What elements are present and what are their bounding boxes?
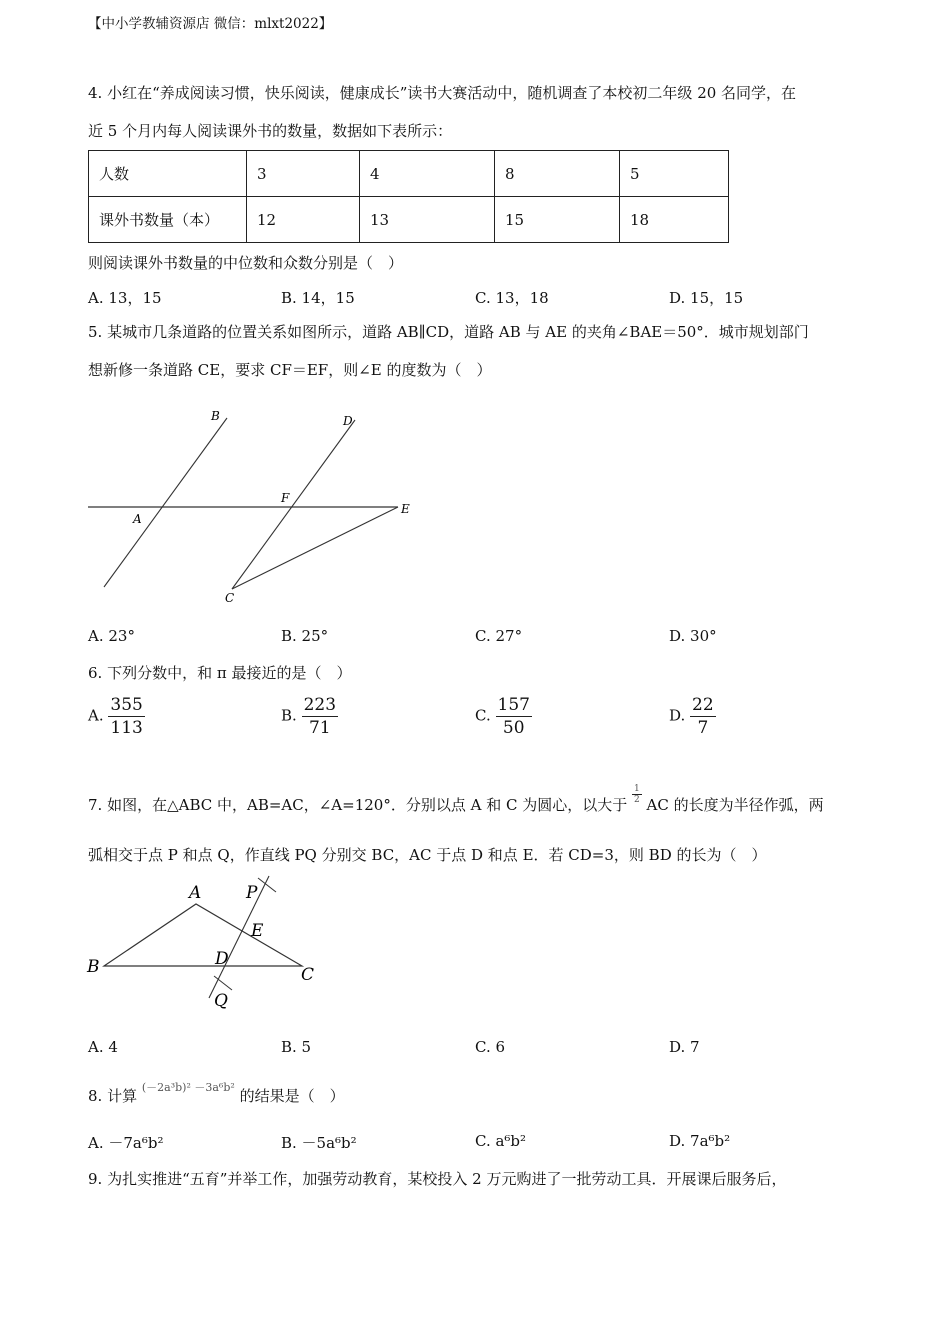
road-cd-line [232, 420, 355, 589]
q6-option-d[interactable] [669, 694, 716, 739]
q7-stem-line2: 弧相交于点 P 和点 Q，作直线 PQ 分别交 BC，AC 于点 D 和点 E．若 CD=3，则 BD 的长为（ ） [88, 846, 767, 864]
numerator: 22 [692, 695, 714, 715]
q4-stem-line1: 4. 小红在“养成阅读习惯，快乐阅读，健康成长”读书大赛活动中，随机调查了本校初二年级 20 名同学，在 [88, 84, 797, 102]
label-e: E [251, 921, 264, 941]
fraction [302, 694, 338, 739]
q8-suffix: 的结果是（ ） [239, 1087, 345, 1105]
q5-stem-line1: 5. 某城市几条道路的位置关系如图所示，道路 AB∥CD，道路 AB 与 AE 的夹角∠BAE＝50°．城市规划部门 [88, 323, 809, 341]
q8-option-a[interactable]: A. －7a⁶b² [88, 1134, 164, 1152]
q6-option-a[interactable] [88, 694, 145, 739]
q4-option-c[interactable]: C. 13，18 [475, 289, 549, 307]
q7-stem-line1 [88, 783, 824, 817]
fraction [108, 694, 144, 739]
denominator: 71 [308, 718, 331, 738]
q7-stem-part1: 7. 如图，在△ABC 中，AB=AC，∠A=120°．分别以点 A 和 C 为圆心，以大于 [88, 796, 628, 814]
q7-option-a[interactable]: A. 4 [88, 1038, 118, 1056]
q8-option-d[interactable]: D. 7a⁶b² [669, 1132, 731, 1150]
q4-option-d[interactable]: D. 15，15 [669, 289, 744, 307]
q7-stem-part2: AC 的长度为半径作弧，两 [646, 796, 824, 814]
q8-option-c[interactable]: C. a⁶b² [475, 1132, 527, 1150]
q4-option-b[interactable]: B. 14，15 [281, 289, 355, 307]
option-letter: B. [281, 706, 297, 725]
table-cell: 课外书数量（本） [89, 197, 247, 243]
numerator: 355 [110, 695, 143, 715]
numerator: 223 [303, 695, 337, 715]
label-p: P [246, 883, 258, 903]
label-a: A [189, 883, 202, 903]
fraction [496, 694, 532, 739]
denominator: 7 [697, 718, 709, 738]
label-d: D [343, 414, 353, 428]
triangle-abc [104, 904, 302, 966]
option-letter: C. [475, 706, 491, 725]
q7-option-c[interactable]: C. 6 [475, 1038, 506, 1056]
option-letter: D. [669, 706, 686, 725]
label-q: Q [214, 991, 228, 1011]
label-c: C [225, 591, 235, 605]
table-cell: 13 [360, 197, 495, 243]
q5-option-a[interactable]: A. 23° [88, 627, 135, 645]
label-b: B [211, 409, 220, 423]
q4-data-table [88, 150, 729, 243]
q8-option-b[interactable]: B. －5a⁶b² [281, 1134, 357, 1152]
table-row [89, 151, 729, 197]
q7-option-b[interactable]: B. 5 [281, 1038, 312, 1056]
table-row [89, 197, 729, 243]
denominator: 50 [502, 718, 525, 738]
option-letter: A. [88, 706, 104, 725]
q6-stem: 6. 下列分数中，和 π 最接近的是（ ） [88, 664, 352, 682]
table-cell: 12 [247, 197, 360, 243]
denominator: 2 [634, 794, 640, 805]
q8-stem [88, 1081, 345, 1106]
q5-stem-line2: 想新修一条道路 CE，要求 CF＝EF，则∠E 的度数为（ ） [88, 361, 492, 379]
fraction [690, 694, 716, 739]
q5-road-figure [0, 395, 430, 615]
label-e: E [401, 502, 410, 516]
q7-triangle-figure [80, 872, 340, 1017]
q5-option-d[interactable]: D. 30° [669, 627, 717, 645]
denominator: 113 [110, 718, 143, 738]
half-fraction [632, 784, 642, 805]
road-ab-line [104, 418, 227, 587]
q9-stem-line1: 9. 为扎实推进“五育”并举工作，加强劳动教育，某校投入 2 万元购进了一批劳动工具．开展课后服务后， [88, 1170, 787, 1188]
table-cell: 3 [247, 151, 360, 197]
q8-prefix: 8. 计算 [88, 1087, 138, 1105]
label-c: C [301, 965, 315, 985]
q5-option-c[interactable]: C. 27° [475, 627, 523, 645]
table-cell: 8 [495, 151, 620, 197]
q8-expression: (－2a³b)² －3a⁶b² [141, 1081, 235, 1094]
q6-option-c[interactable] [475, 694, 532, 739]
q4-question: 则阅读课外书数量的中位数和众数分别是（ ） [88, 254, 404, 272]
table-cell: 15 [495, 197, 620, 243]
page-header: 【中小学教辅资源店 微信：mlxt2022】 [88, 16, 333, 32]
table-cell: 人数 [89, 151, 247, 197]
table-cell: 18 [620, 197, 729, 243]
road-ce-line [232, 507, 398, 589]
label-a: A [133, 512, 142, 526]
q6-option-b[interactable] [281, 694, 338, 739]
numerator: 157 [497, 695, 530, 715]
q5-option-b[interactable]: B. 25° [281, 627, 329, 645]
table-cell: 5 [620, 151, 729, 197]
q4-stem-line2: 近 5 个月内每人阅读课外书的数量，数据如下表所示： [88, 122, 453, 140]
table-cell: 4 [360, 151, 495, 197]
label-f: F [281, 491, 290, 505]
q7-option-d[interactable]: D. 7 [669, 1038, 700, 1056]
label-d: D [215, 949, 229, 969]
q4-option-a[interactable]: A. 13，15 [88, 289, 162, 307]
label-b: B [87, 957, 100, 977]
numerator: 1 [634, 783, 640, 794]
